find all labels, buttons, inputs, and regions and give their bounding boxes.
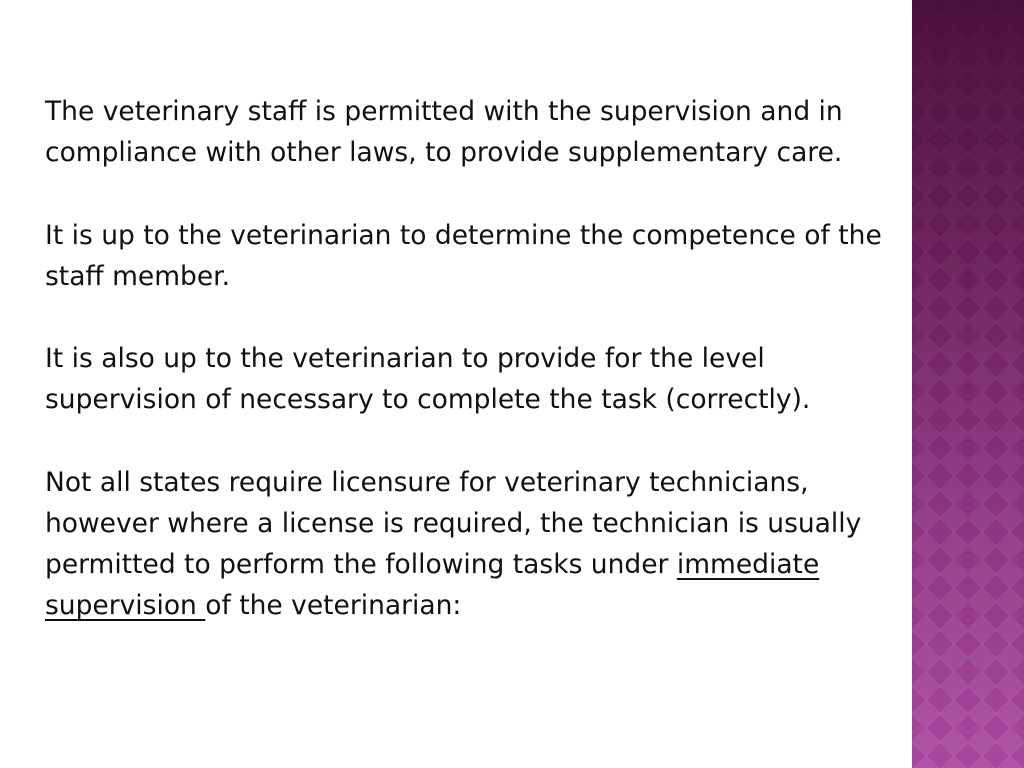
paragraph-level-supervision: It is also up to the veterinarian to provide for the level supervision of necessary to complete the task (correctly).: [45, 343, 811, 416]
immediate-supervision-term: immediate supervision: [45, 549, 820, 622]
diamond-pattern-icon: [912, 0, 1024, 768]
decorative-side-band: [912, 0, 1024, 768]
licensure-text-after: of the veterinarian:: [205, 590, 462, 622]
slide-body: [45, 91, 895, 627]
paragraph-licensure: [45, 462, 895, 627]
paragraph-competence: It is up to the veterinarian to determine the competence of the staff member.: [45, 219, 882, 292]
licensure-text-before: Not all states require licensure for veterinary technicians, however where a license is required, the technician is usually permitted to perform the following tasks under: [45, 466, 862, 581]
paragraph-supervision: The veterinary staff is permitted with the supervision and in compliance with other laws, to provide supplementary care.: [45, 96, 843, 169]
